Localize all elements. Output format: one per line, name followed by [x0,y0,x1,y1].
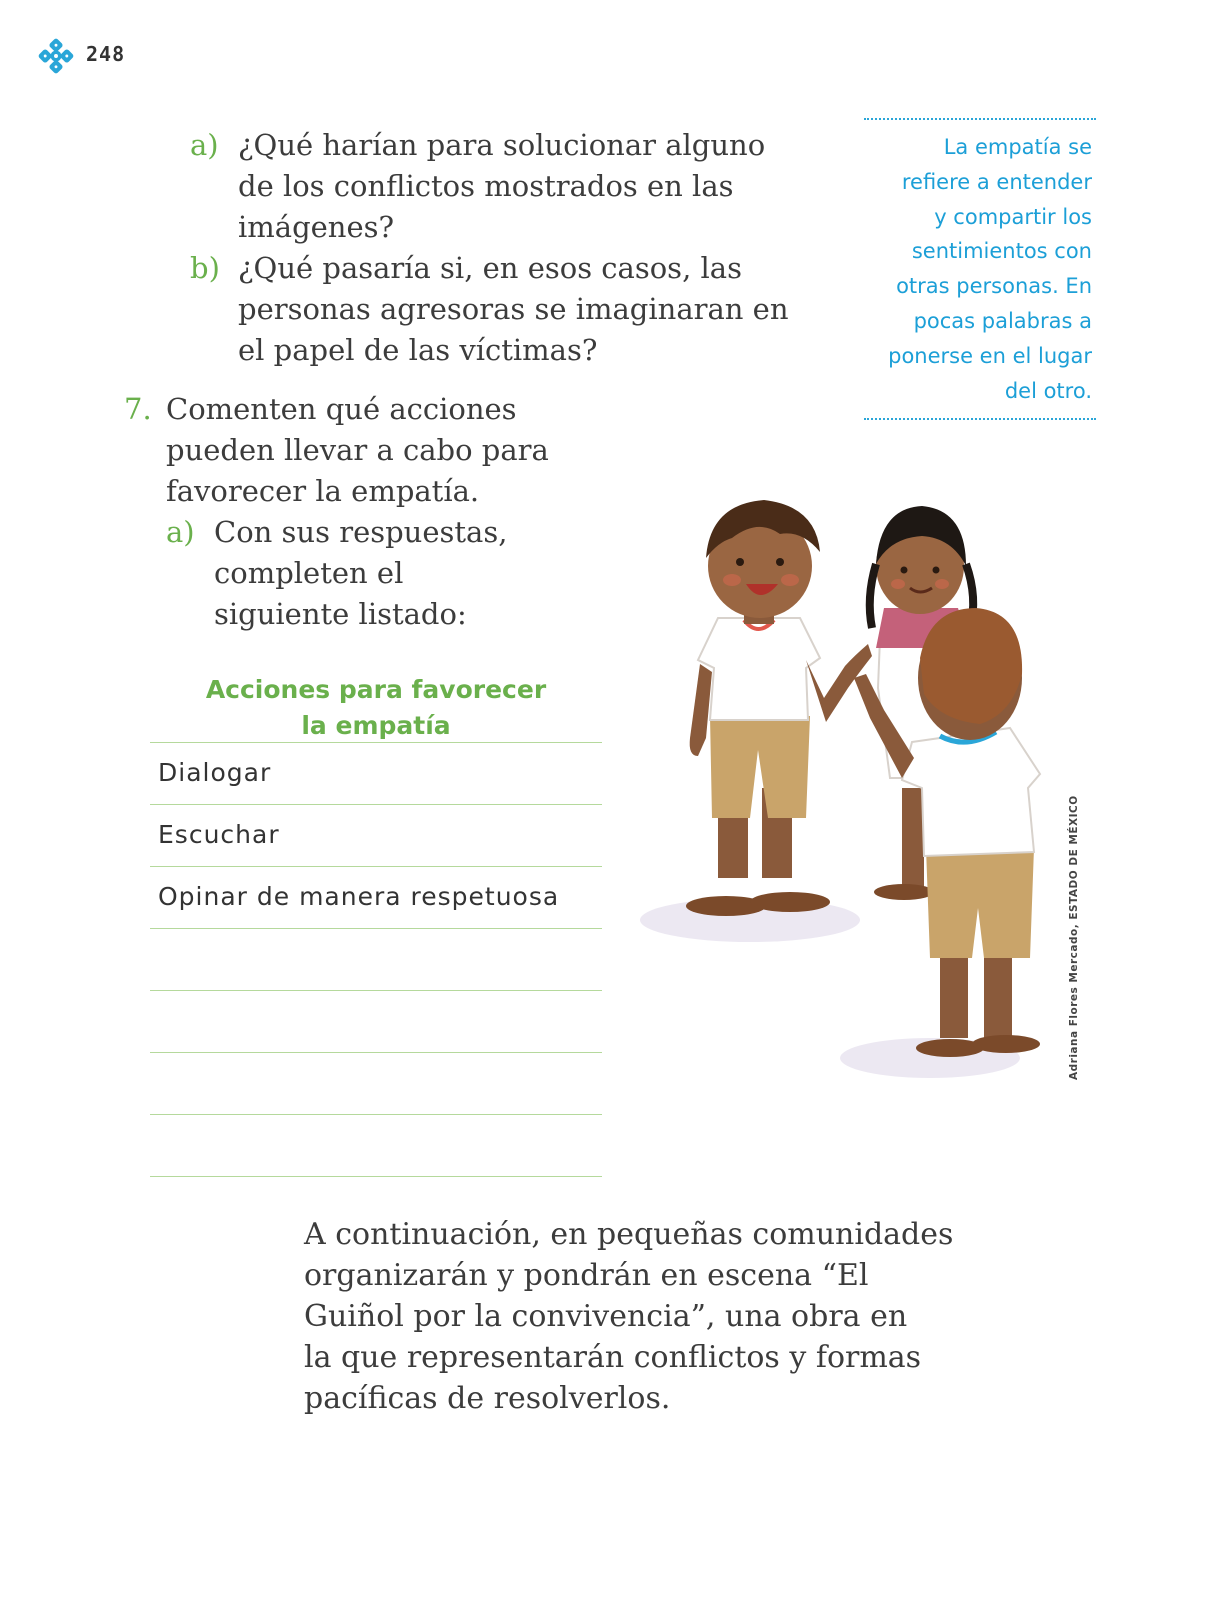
note-text [888,130,1092,408]
question-6b-line-2: personas agresoras se imaginaran en [238,292,789,326]
question-7-line-3: favorecer la empatía. [166,474,480,508]
list-rule [150,990,602,991]
children-illustration [640,488,1080,1098]
list-rule [150,928,602,929]
note-line: La empatía se [943,135,1092,159]
list-entry-2[interactable]: Escuchar [158,820,280,849]
note-line: otras personas. En [896,274,1092,299]
list-rule [150,1114,602,1115]
list-entry-3[interactable]: Opinar de manera respetuosa [158,882,560,911]
note-line: pocas palabras a [913,308,1092,333]
note-line: ponerse en el lugar [888,343,1092,368]
empathy-definition-note [864,118,1096,420]
list-title-line-2: la empatía [301,711,451,740]
list-rule [150,804,602,805]
closing-paragraph [304,1214,953,1419]
item-marker: b) [190,251,220,285]
list-title [150,672,602,744]
closing-line: organizarán y pondrán en escena “El [304,1258,869,1293]
question-7a-line-2: completen el [214,556,404,590]
question-7a-line-1: Con sus respuestas, [214,515,508,549]
item-marker: a) [166,515,195,549]
closing-line: A continuación, en pequeñas comunidades [304,1217,954,1252]
boy-left-figure [686,500,872,916]
list-entry-1[interactable]: Dialogar [158,758,272,787]
question-7a-line-3: siguiente listado: [214,597,467,631]
closing-line: Guiñol por la convivencia”, una obra en [304,1299,908,1334]
question-7-line-2: pueden llevar a cabo para [166,433,549,467]
list-title-line-1: Acciones para favorecer [205,675,547,704]
list-rule [150,742,602,743]
closing-line: la que representarán conflictos y formas [304,1340,922,1375]
note-line: del otro. [1004,378,1092,403]
closing-line: pacíficas de resolverlos. [304,1381,671,1416]
list-rule [150,1052,602,1053]
question-6a-line-3: imágenes? [238,210,395,244]
note-line: refiere a entender [901,169,1092,194]
question-number: 7. [124,392,152,426]
item-marker: a) [190,128,219,162]
question-6a-line-2: de los conflictos mostrados en las [238,169,734,203]
list-rule [150,866,602,867]
page-number: 248 [86,42,126,66]
flower-ornament-icon [38,38,74,74]
illustration-credit: Adriana Flores Mercado, ESTADO DE MÉXICO [1068,795,1080,1080]
note-line: y compartir los [934,204,1092,229]
question-7-line-1: Comenten qué acciones [166,392,517,426]
question-6b-line-3: el papel de las víctimas? [238,333,598,367]
question-6b-line-1: ¿Qué pasaría si, en esos casos, las [238,251,742,285]
note-line: sentimientos con [911,239,1092,264]
question-6a-line-1: ¿Qué harían para solucionar alguno [238,128,766,162]
list-rule [150,1176,602,1177]
